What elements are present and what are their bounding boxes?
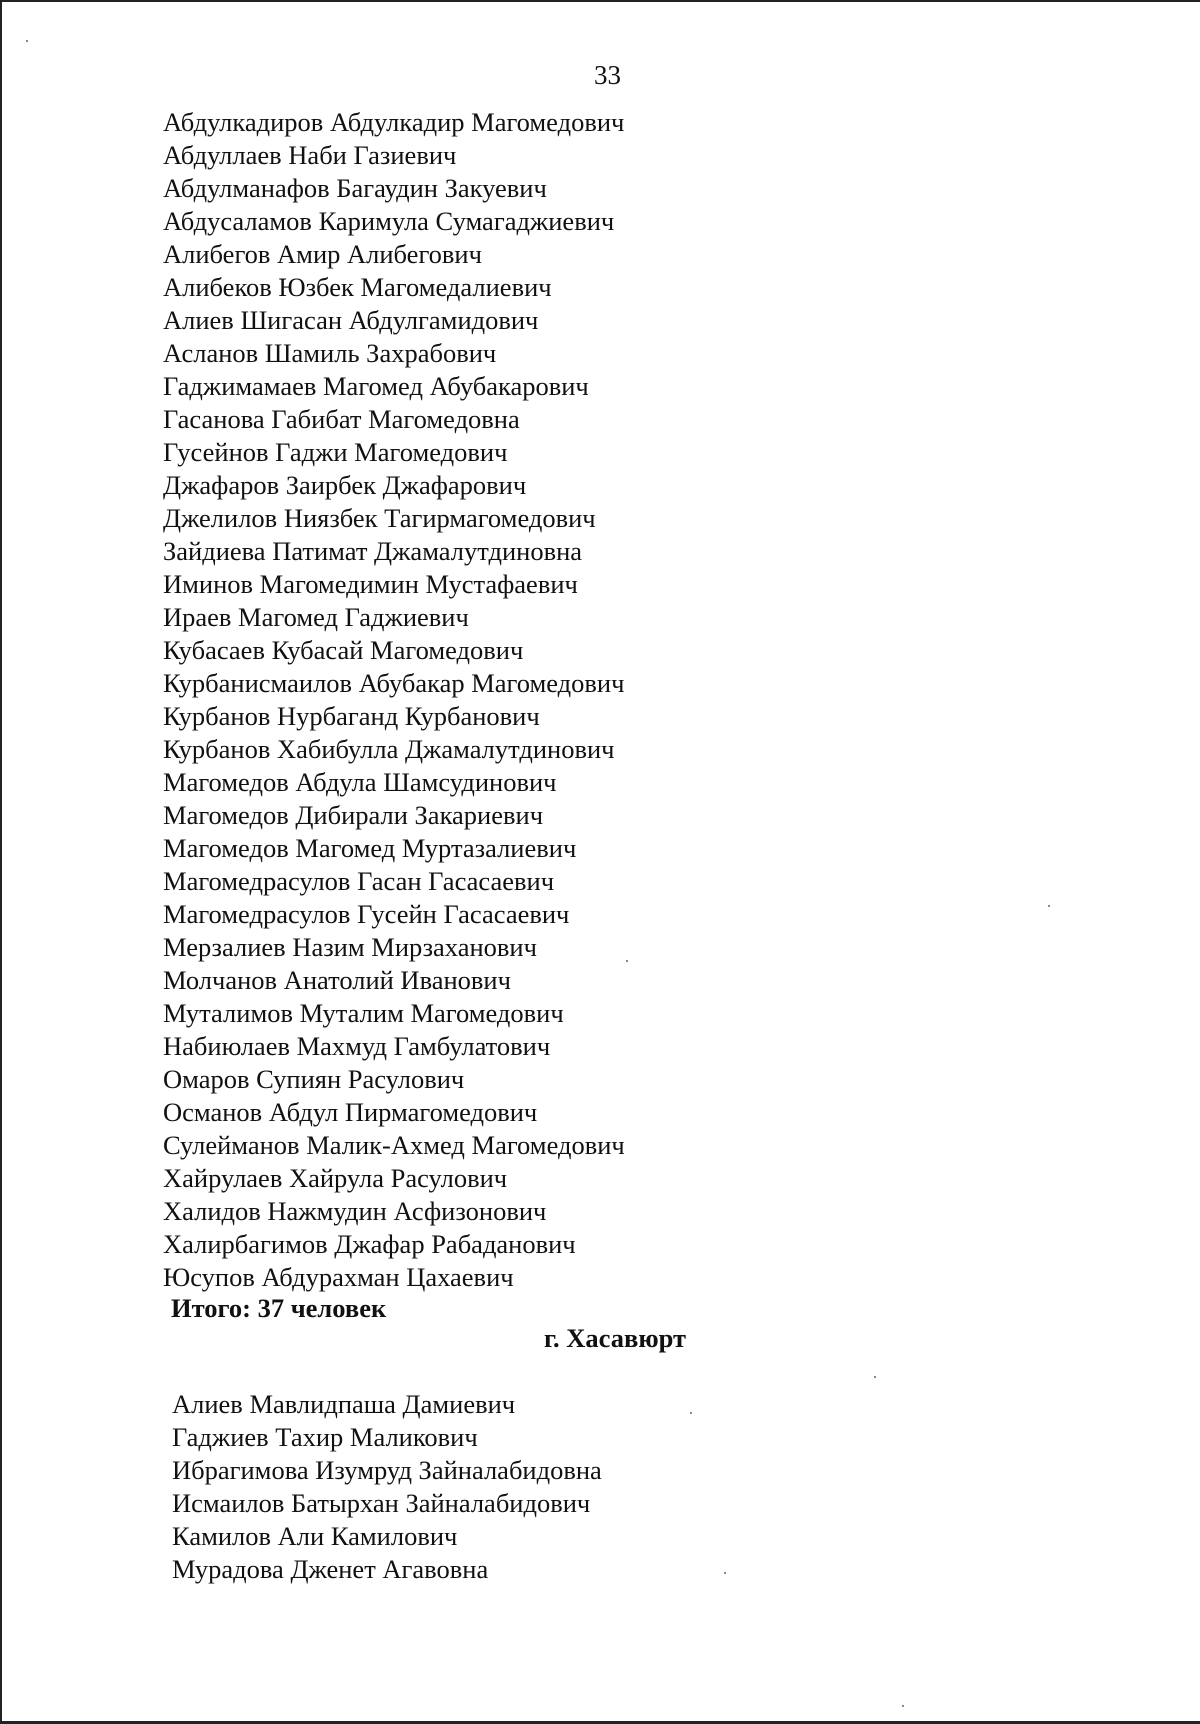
list-item: Джафаров Заирбек Джафарович — [163, 470, 527, 500]
list-item: Магомедов Магомед Муртазалиевич — [163, 833, 577, 863]
list-item: Ираев Магомед Гаджиевич — [163, 602, 469, 632]
list-item: Магомедов Дибирали Закариевич — [163, 800, 544, 830]
list-item: Магомедрасулов Гасан Гасасаевич — [163, 866, 555, 896]
list-item: Халирбагимов Джафар Рабаданович — [163, 1229, 576, 1259]
list-item: Алибеков Юзбек Магомедалиевич — [163, 272, 552, 302]
name-list-khasavyurt — [172, 1388, 602, 1586]
list-item: Омаров Супиян Расулович — [163, 1064, 465, 1094]
list-item: Сулейманов Малик-Ахмед Магомедович — [163, 1130, 625, 1160]
list-item: Ибрагимова Изумруд Зайналабидовна — [172, 1455, 602, 1485]
list-item: Алиев Мавлидпаша Дамиевич — [172, 1389, 516, 1419]
list-item: Абдулманафов Багаудин Закуевич — [163, 173, 547, 203]
list-item: Исмаилов Батырхан Зайналабидович — [172, 1488, 591, 1518]
list-item: Магомедов Абдула Шамсудинович — [163, 767, 557, 797]
scan-speck — [26, 40, 28, 42]
scan-speck — [626, 960, 628, 962]
list-item: Юсупов Абдурахман Цахаевич — [163, 1262, 514, 1292]
list-item: Молчанов Анатолий Иванович — [163, 965, 511, 995]
list-item: Абдулкадиров Абдулкадир Магомедович — [163, 107, 625, 137]
list-item: Курбанов Нурбаганд Курбанович — [163, 701, 540, 731]
list-item: Алибегов Амир Алибегович — [163, 239, 482, 269]
list-item: Курбанисмаилов Абубакар Магомедович — [163, 668, 625, 698]
list-item: Мурадова Дженет Агавовна — [172, 1554, 489, 1584]
list-item: Набиюлаев Махмуд Гамбулатович — [163, 1031, 551, 1061]
list-item: Асланов Шамиль Захрабович — [163, 338, 497, 368]
page-number: 33 — [594, 60, 621, 90]
list-item: Гаджимамаев Магомед Абубакарович — [163, 371, 589, 401]
scan-border-left — [0, 0, 2, 1724]
scan-speck — [874, 1376, 876, 1378]
list-item: Магомедрасулов Гусейн Гасасаевич — [163, 899, 570, 929]
total-count: Итого: 37 человек — [171, 1293, 387, 1323]
scan-speck — [724, 1572, 726, 1574]
list-item: Курбанов Хабибулла Джамалутдинович — [163, 734, 615, 764]
list-item: Зайдиева Патимат Джамалутдиновна — [163, 536, 583, 566]
list-item: Кубасаев Кубасай Магомедович — [163, 635, 524, 665]
list-item: Гасанова Габибат Магомедовна — [163, 404, 520, 434]
list-item: Халидов Нажмудин Асфизонович — [163, 1196, 547, 1226]
scan-border-top — [0, 0, 1200, 2]
list-item: Гаджиев Тахир Маликович — [172, 1422, 478, 1452]
list-item: Иминов Магомедимин Мустафаевич — [163, 569, 578, 599]
list-item: Камилов Али Камилович — [172, 1521, 458, 1551]
list-item: Абдусаламов Каримула Сумагаджиевич — [163, 206, 615, 236]
list-item: Османов Абдул Пирмагомедович — [163, 1097, 538, 1127]
list-item: Мерзалиев Назим Мирзаханович — [163, 932, 537, 962]
list-item: Алиев Шигасан Абдулгамидович — [163, 305, 539, 335]
list-item: Гусейнов Гаджи Магомедович — [163, 437, 508, 467]
list-item: Муталимов Муталим Магомедович — [163, 998, 564, 1028]
list-item: Абдуллаев Наби Газиевич — [163, 140, 457, 170]
scan-speck — [902, 1705, 904, 1707]
name-list-main — [163, 106, 625, 1294]
list-item: Хайрулаев Хайрула Расулович — [163, 1163, 508, 1193]
scan-speck — [1048, 905, 1050, 907]
city-heading: г. Хасавюрт — [544, 1323, 686, 1353]
scan-speck — [690, 1412, 692, 1414]
list-item: Джелилов Ниязбек Тагирмагомедович — [163, 503, 596, 533]
